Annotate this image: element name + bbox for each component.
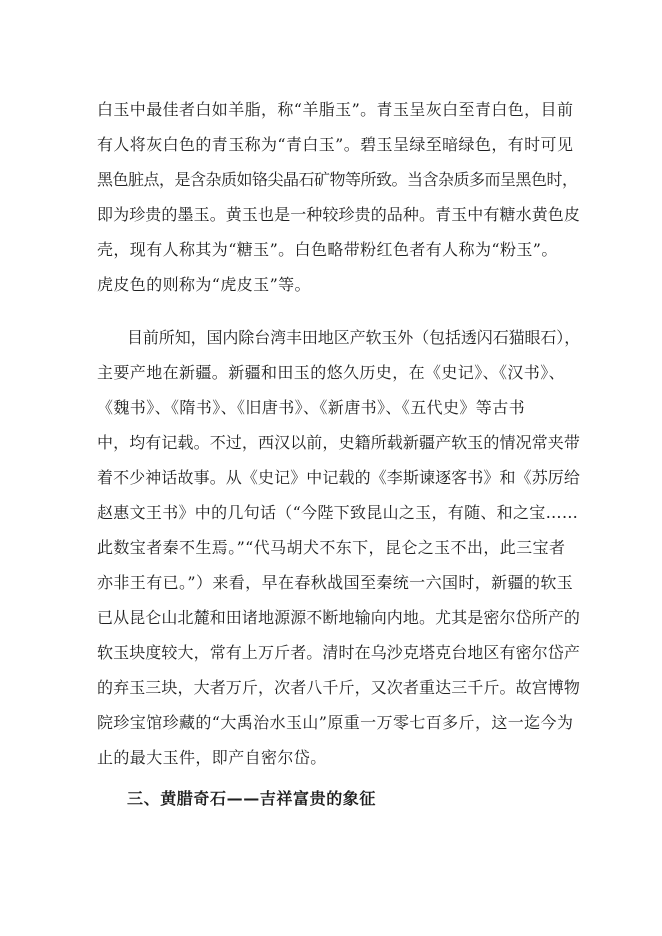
paragraph-line: 软玉块度较大，常有上万斤者。清时在乌沙克塔克台地区有密尔岱产 (97, 643, 581, 662)
paragraph-line: 止的最大玉件，即产自密尔岱。 (97, 748, 327, 767)
paragraph-line: 《魏书》、《隋书》、《旧唐书》、《新唐书》、《五代史》等古书 (97, 398, 526, 417)
paragraph-line: 亦非王有已。”）来看，早在春秋战国至秦统一六国时，新疆的软玉 (97, 573, 574, 592)
paragraph-line: 院珍宝馆珍藏的“大禹治水玉山”原重一万零七百多斤，这一迄今为 (97, 713, 574, 732)
paragraph-line: 赵惠文王书》中的几句话（“今陛下致昆山之玉，有随、和之宝…… (97, 503, 579, 522)
paragraph-line: 着不少神话故事。从《史记》中记载的《李斯谏逐客书》和《苏厉给 (97, 468, 581, 487)
paragraph-line: 即为珍贵的墨玉。黄玉也是一种较珍贵的品种。青玉中有糖水黄色皮 (97, 205, 581, 224)
paragraph-line: 中，均有记载。不过，西汉以前，史籍所载新疆产软玉的情况常夹带 (97, 433, 581, 452)
paragraph-line: 有人将灰白色的青玉称为“青白玉”。碧玉呈绿至暗绿色，有时可见 (97, 135, 574, 154)
section-heading: 三、黄腊奇石——吉祥富贵的象征 (127, 789, 377, 808)
paragraph-line: 虎皮色的则称为“虎皮玉”等。 (97, 275, 311, 294)
paragraph-line: 白玉中最佳者白如羊脂，称“羊脂玉”。青玉呈灰白至青白色，目前 (97, 100, 574, 119)
paragraph-line: 此数宝者秦不生焉。”“代马胡犬不东下，昆仑之玉不出，此三宝者 (97, 538, 566, 557)
paragraph-line: 黑色脏点，是含杂质如铬尖晶石矿物等所致。当含杂质多而呈黑色时， (97, 170, 578, 189)
paragraph-line: 的弃玉三块，大者万斤，次者八千斤，又次者重达三千斤。故宫博物 (97, 678, 581, 697)
paragraph-line: 已从昆仑山北麓和田诸地源源不断地输向内地。尤其是密尔岱所产的 (97, 608, 581, 627)
paragraph-line: 主要产地在新疆。新疆和田玉的悠久历史，在《史记》、《汉书》、 (97, 363, 566, 382)
paragraph-line: 目前所知，国内除台湾丰田地区产软玉外（包括透闪石猫眼石）， (127, 328, 581, 347)
paragraph-line: 壳，现有人称其为“糖玉”。白色略带粉红色者有人称为“粉玉”。 (97, 240, 558, 259)
